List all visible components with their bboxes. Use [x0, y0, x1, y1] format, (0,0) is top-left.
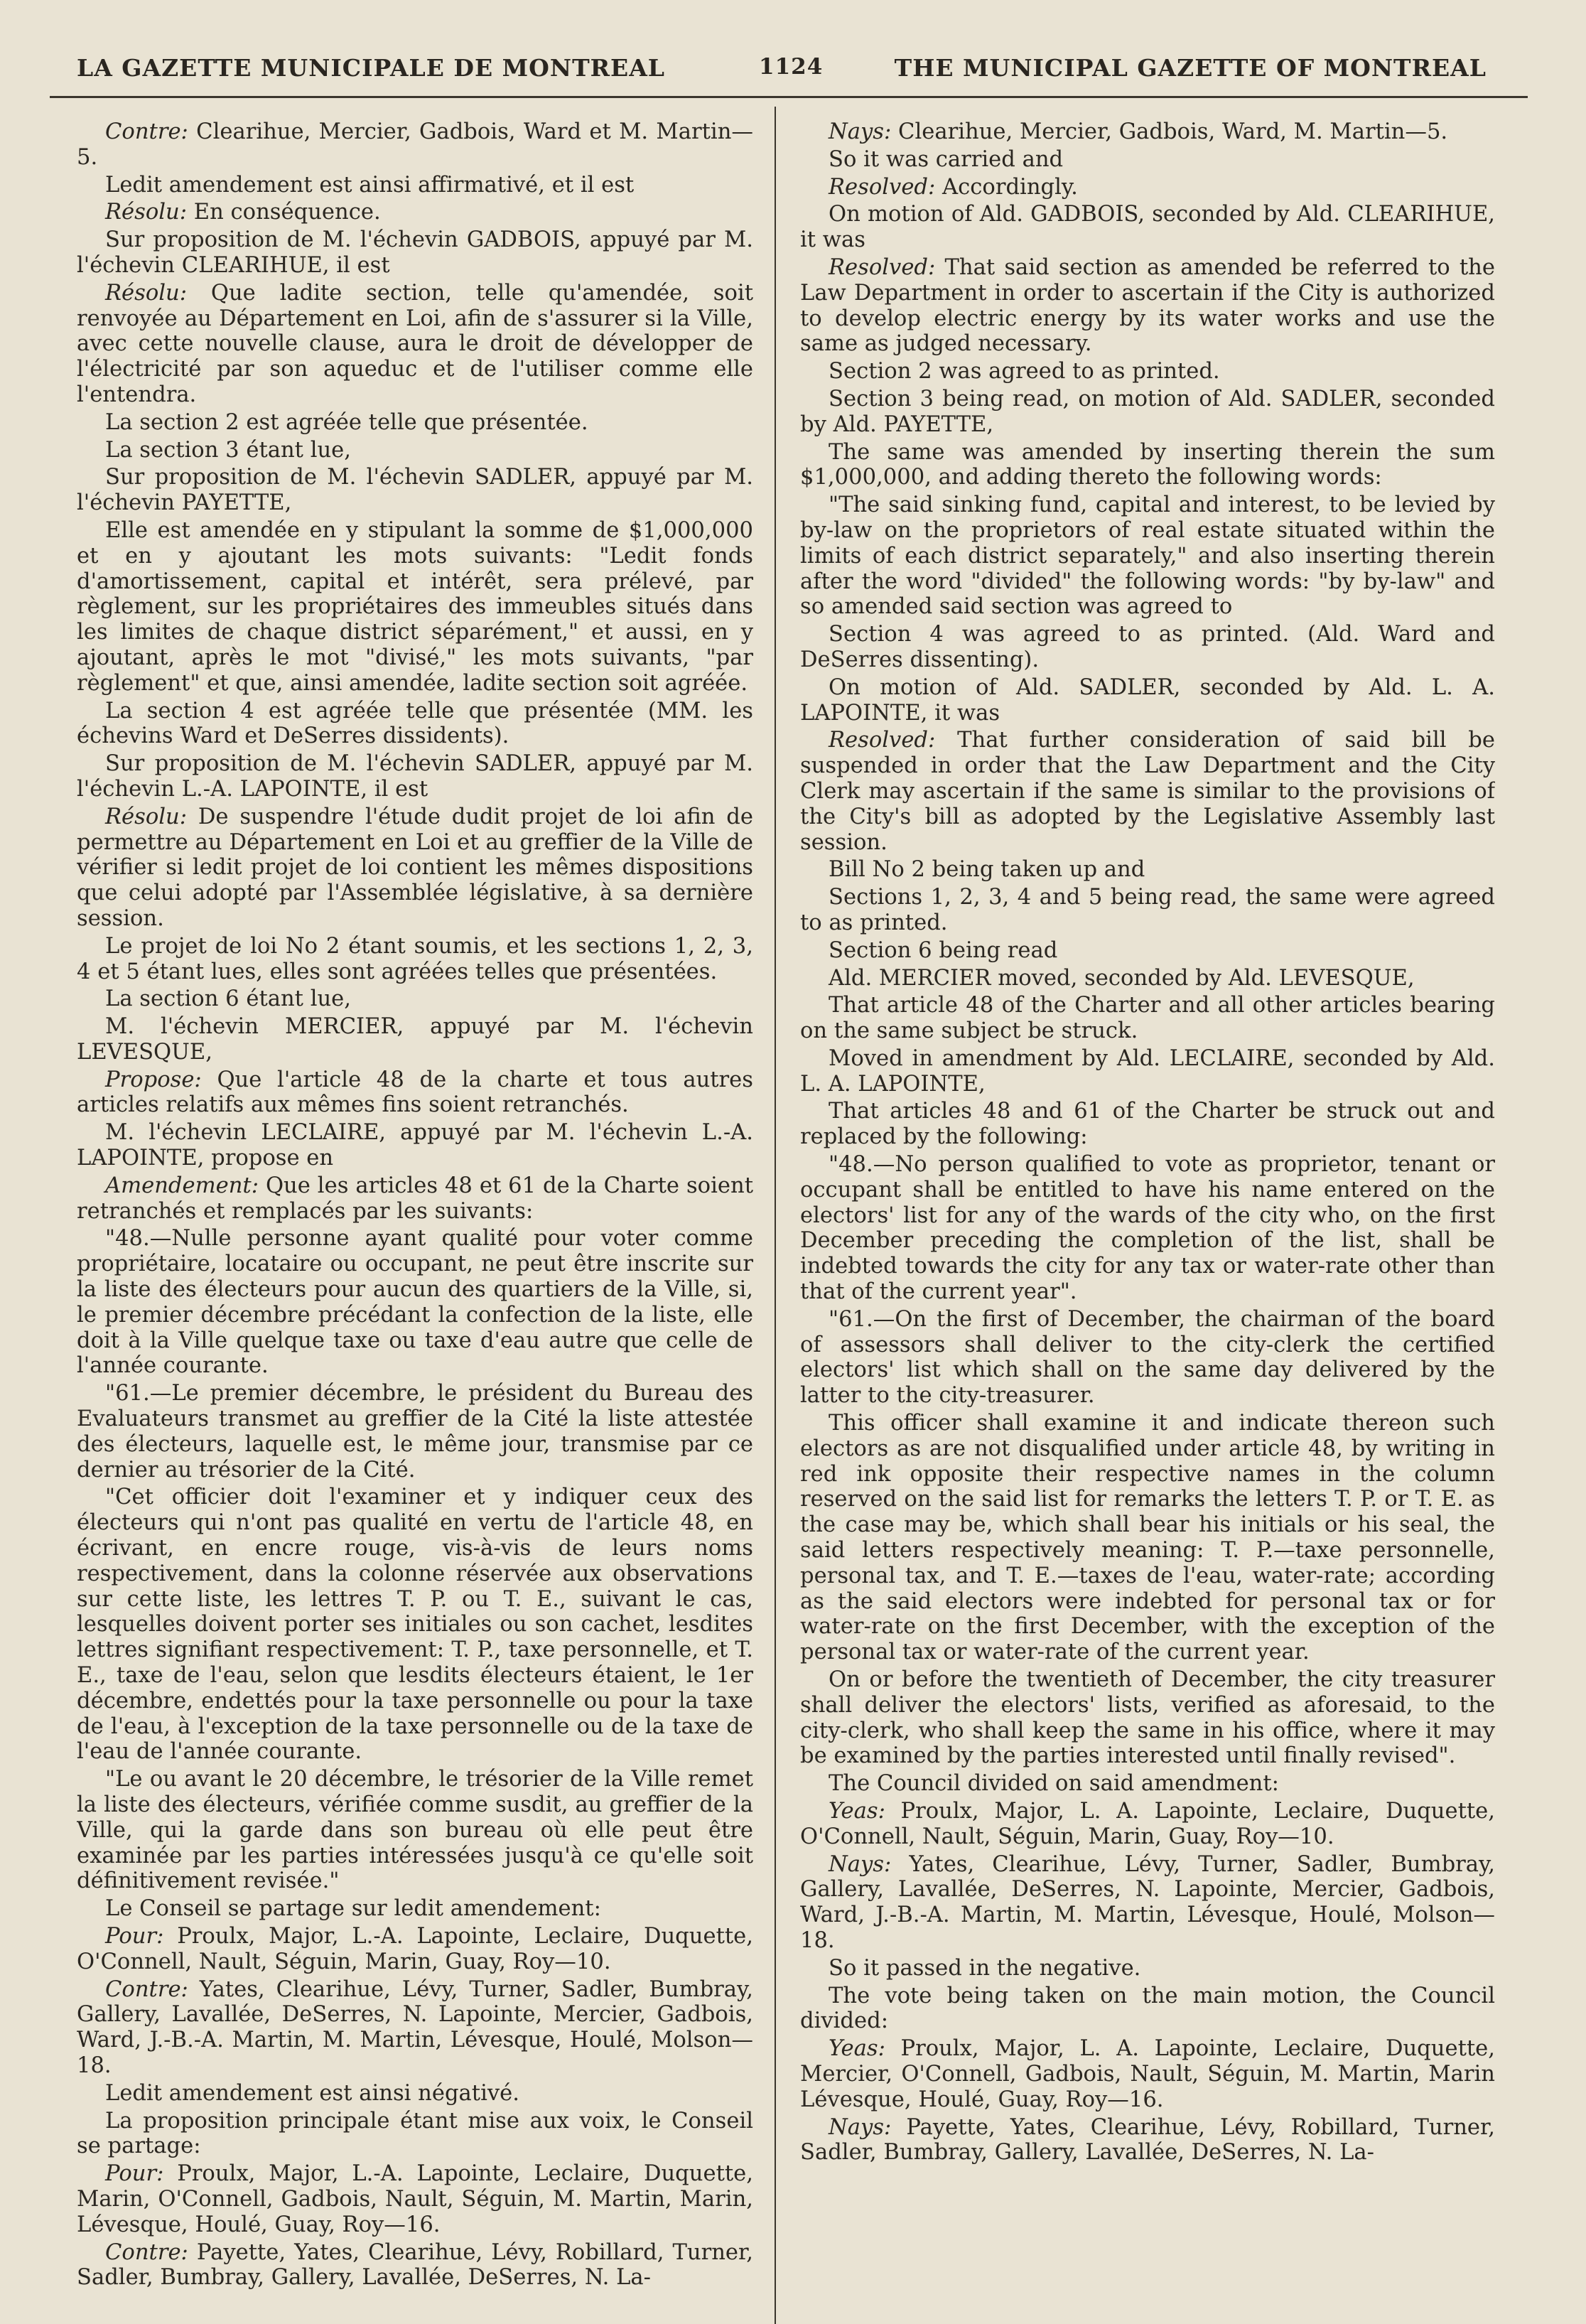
french-paragraph [77, 200, 753, 225]
paragraph-text: That articles 48 and 61 of the Charter be struck out and replaced by the following: [800, 1099, 1495, 1150]
paragraph-text: Proulx, Major, L. A. Lapointe, Leclaire, Duquette, O'Connell, Nault, Séguin, Marin, Guay, Roy—10. [800, 1799, 1495, 1849]
english-paragraph [800, 1984, 1495, 2035]
paragraph-lead: Propose: [105, 1067, 202, 1092]
english-paragraph [800, 2036, 1495, 2112]
english-paragraph [800, 857, 1495, 883]
paragraph-text: The vote being taken on the main motion, the Council divided: [800, 1983, 1495, 2034]
paragraph-text: Yates, Clearihue, Lévy, Turner, Sadler, Bumbray, Gallery, Lavallée, DeSerres, N. Lapointe, Mercier, Gadbois, Ward, J.-B.-A. Martin, M. Martin, Lévesque, Houlé, Molson—18. [800, 1851, 1495, 1953]
paragraph-text: Le projet de loi No 2 étant soumis, et les sections 1, 2, 3, 4 et 5 étant lues, elles sont agréées telles que présentées. [77, 933, 753, 984]
gazette-title-english: THE MUNICIPAL GAZETTE OF MONTREAL [894, 54, 1487, 82]
french-paragraph [77, 1896, 753, 1922]
paragraph-text: So it passed in the negative. [829, 1955, 1141, 1981]
english-paragraph [800, 1099, 1495, 1150]
english-paragraph [800, 255, 1495, 357]
french-column [77, 119, 753, 2308]
paragraph-text: Clearihue, Mercier, Gadbois, Ward et M. Martin—5. [77, 119, 753, 170]
french-paragraph [77, 2109, 753, 2160]
english-paragraph [800, 728, 1495, 855]
paragraph-lead: Contre: [105, 2239, 188, 2265]
english-paragraph [800, 622, 1495, 673]
french-paragraph [77, 751, 753, 802]
column-divider [775, 107, 776, 2324]
english-paragraph [800, 119, 1495, 145]
french-paragraph [77, 518, 753, 696]
paragraph-text: "Cet officier doit l'examiner et y indiquer ceux des électeurs qui n'ont pas qualité en vertu de l'article 48, en écrivant, en encre rouge, vis-à-vis de leurs noms respectivement, dans la colonne réservée aux observations sur cette liste, les lettres T. P. ou T. E., suivant le cas, lesquelles doivent porter ses initiales ou son cachet, lesdites lettres signifiant respectivement: T. P., taxe personnelle, et T. E., taxe de l'eau, selon que lesdits électeurs étaient, le 1er décembre, endettés pour la taxe personnelle ou pour la taxe de l'eau, à l'exception de la taxe personnelle ou de la taxe de l'eau de l'année courante. [77, 1485, 753, 1765]
paragraph-text: Bill No 2 being taken up and [829, 857, 1145, 883]
english-paragraph [800, 675, 1495, 726]
paragraph-text: Que ladite section, telle qu'amendée, soit renvoyée au Département en Loi, afin de s'assurer si la Ville, avec cette nouvelle clause, aura le droit de développer de l'électricité par son aqueduc et de l'utiliser comme elle l'entendra. [77, 280, 753, 407]
french-paragraph [77, 1226, 753, 1379]
paragraph-text: La section 6 étant lue, [105, 986, 352, 1012]
french-paragraph [77, 281, 753, 408]
paragraph-text: Le Conseil se partage sur ledit amendement: [105, 1896, 601, 1922]
french-paragraph [77, 1977, 753, 2079]
paragraph-lead: Yeas: [829, 1799, 885, 1824]
french-paragraph [77, 465, 753, 516]
french-paragraph [77, 1067, 753, 1119]
paragraph-text: "48.—Nulle personne ayant qualité pour voter comme propriétaire, locataire ou occupant, ne peut être inscrite sur la liste des électeurs pour aucun des quartiers de la Ville, si, le premier décembre précédant la confection de la liste, elle doit à la Ville quelque taxe ou taxe d'eau autre que celle de l'année courante. [77, 1226, 753, 1379]
english-paragraph [800, 1799, 1495, 1850]
french-paragraph [77, 805, 753, 932]
paragraph-lead: Pour: [105, 2161, 164, 2187]
paragraph-text: On or before the twentieth of December, the city treasurer shall deliver the electors' lists, verified as aforesaid, to the city-clerk, who shall keep the same in his office, where it may be examined by the parties interested until finally revised". [800, 1667, 1495, 1769]
english-paragraph [800, 1046, 1495, 1097]
english-paragraph [800, 440, 1495, 491]
french-paragraph [77, 1767, 753, 1894]
paragraph-text: Section 4 was agreed to as printed. (Ald. Ward and DeSerres dissenting). [800, 622, 1495, 672]
french-paragraph [77, 934, 753, 985]
paragraph-text: Accordingly. [935, 174, 1078, 200]
french-paragraph [77, 173, 753, 198]
english-paragraph [800, 938, 1495, 964]
paragraph-text: Proulx, Major, L.-A. Lapointe, Leclaire, Duquette, O'Connell, Nault, Séguin, Marin, Guay, Roy—10. [77, 1923, 753, 1974]
english-paragraph [800, 147, 1495, 173]
french-paragraph [77, 410, 753, 436]
french-paragraph [77, 438, 753, 463]
paragraph-text: This officer shall examine it and indicate thereon such electors as are not disqualified under article 48, by writing in red ink opposite their respective names in the column reserved on the said list for remarks the letters T. P. or T. E. as the case may be, which shall bear his initials or his seal, the said letters respectively meaning: T. P.—taxe personnelle, personal tax, and T. E.—taxes de l'eau, water-rate; according as the said electors were indebted for personal tax or for water-rate on the first December, with the exception of the personal tax or water-rate of the current year. [800, 1411, 1495, 1665]
french-paragraph [77, 699, 753, 750]
paragraph-text: La section 4 est agréée telle que présentée (MM. les échevins Ward et DeSerres dissidents). [77, 698, 753, 749]
english-paragraph [800, 1771, 1495, 1797]
paragraph-text: On motion of Ald. SADLER, seconded by Ald. L. A. LAPOINTE, it was [800, 674, 1495, 726]
french-paragraph [77, 1120, 753, 1171]
paragraph-text: That further consideration of said bill be suspended in order that the Law Department and the City Clerk may ascertain if the same is similar to the provisions of the City's bill as adopted by the Legislative Assembly last session. [800, 728, 1495, 855]
paragraph-lead: Nays: [829, 1851, 892, 1877]
paragraph-text: "The said sinking fund, capital and interest, to be levied by by-law on the proprietors of real estate situated within the limits of each district separately," and also inserting therein after the word "divided" the following words: "by by-law" and so amended said section was agreed to [800, 493, 1495, 620]
paragraph-text: That article 48 of the Charter and all other articles bearing on the same subject be struck. [800, 993, 1495, 1044]
english-paragraph [800, 2115, 1495, 2166]
paragraph-text: Clearihue, Mercier, Gadbois, Ward, M. Martin—5. [891, 119, 1448, 144]
paragraph-text: La proposition principale étant mise aux voix, le Conseil se partage: [77, 2108, 753, 2159]
paragraph-text: M. l'échevin LECLAIRE, appuyé par M. l'échevin L.-A. LAPOINTE, propose en [77, 1120, 753, 1171]
english-paragraph [800, 1852, 1495, 1954]
english-paragraph [800, 1411, 1495, 1665]
paragraph-text: Que l'article 48 de la charte et tous autres articles relatifs aux mêmes fins soient retranchés. [77, 1067, 753, 1118]
paragraph-text: The Council divided on said amendment: [829, 1771, 1279, 1797]
paragraph-lead: Contre: [105, 1976, 188, 2002]
french-paragraph [77, 2161, 753, 2237]
paragraph-text: La section 3 étant lue, [105, 437, 352, 463]
paragraph-text: Sections 1, 2, 3, 4 and 5 being read, the same were agreed to as printed. [800, 885, 1495, 935]
paragraph-lead: Pour: [105, 1923, 164, 1949]
paragraph-text: Payette, Yates, Clearihue, Lévy, Robillard, Turner, Sadler, Bumbray, Gallery, Lavallée, DeSerres, N. La- [77, 2239, 753, 2291]
english-paragraph [800, 387, 1495, 438]
english-paragraph [800, 1307, 1495, 1409]
paragraph-text: Sur proposition de M. l'échevin GADBOIS, appuyé par M. l'échevin CLEARIHUE, il est [77, 227, 753, 278]
french-paragraph [77, 2081, 753, 2107]
paragraph-text: La section 2 est agréée telle que présentée. [105, 409, 588, 435]
paragraph-lead: Résolu: [105, 200, 188, 225]
paragraph-text: Proulx, Major, L. A. Lapointe, Leclaire, Duquette, Mercier, O'Connell, Gadbois, Nault, Séguin, M. Martin, Marin Lévesque, Houlé, Guay, Roy—16. [800, 2036, 1495, 2112]
page-number: 1124 [759, 54, 824, 80]
paragraph-text: Section 6 being read [829, 937, 1058, 963]
paragraph-text: The same was amended by inserting therein the sum $1,000,000, and adding thereto the following words: [800, 439, 1495, 490]
paragraph-text: On motion of Ald. GADBOIS, seconded by Ald. CLEARIHUE, it was [800, 202, 1495, 253]
paragraph-lead: Resolved: [829, 174, 936, 200]
english-paragraph [800, 493, 1495, 620]
french-paragraph [77, 2240, 753, 2291]
french-paragraph [77, 1381, 753, 1483]
paragraph-text: Ledit amendement est ainsi négativé. [105, 2080, 519, 2106]
paragraph-text: M. l'échevin MERCIER, appuyé par M. l'échevin LEVESQUE, [77, 1014, 753, 1065]
french-paragraph [77, 1485, 753, 1765]
gazette-title-french: LA GAZETTE MUNICIPALE DE MONTREAL [77, 54, 666, 82]
paragraph-text: Proulx, Major, L.-A. Lapointe, Leclaire, Duquette, Marin, O'Connell, Gadbois, Nault, Séguin, M. Martin, Marin, Lévesque, Houlé, Guay, Roy—16. [77, 2161, 753, 2237]
paragraph-text: "48.—No person qualified to vote as proprietor, tenant or occupant shall be entitled to have his name entered on the electors' list for any of the wards of the city who, on the first December preceding the completion of the list, shall be indebted towards the city for any tax or water-rate other than that of the current year". [800, 1152, 1495, 1305]
french-paragraph [77, 1173, 753, 1225]
paragraph-lead: Nays: [829, 2114, 892, 2140]
paragraph-lead: Resolved: [829, 254, 936, 280]
english-paragraph [800, 1667, 1495, 1769]
paragraph-text: Ald. MERCIER moved, seconded by Ald. LEVESQUE, [829, 965, 1415, 991]
paragraph-lead: Yeas: [829, 2036, 885, 2062]
english-paragraph [800, 885, 1495, 936]
english-paragraph [800, 1152, 1495, 1305]
paragraph-lead: Résolu: [105, 804, 188, 829]
paragraph-lead: Amendement: [105, 1173, 259, 1198]
french-paragraph [77, 119, 753, 171]
english-paragraph [800, 175, 1495, 200]
english-paragraph [800, 966, 1495, 991]
french-paragraph [77, 1014, 753, 1065]
paragraph-lead: Resolved: [829, 728, 936, 753]
english-paragraph [800, 993, 1495, 1044]
paragraph-text: Yates, Clearihue, Lévy, Turner, Sadler, Bumbray, Gallery, Lavallée, DeSerres, N. Lapointe, Mercier, Gadbois, Ward, J.-B.-A. Martin, M. Martin, Lévesque, Houlé, Molson—18. [77, 1976, 753, 2078]
french-paragraph [77, 1924, 753, 1975]
paragraph-text: Ledit amendement est ainsi affirmativé, et il est [105, 172, 635, 198]
paragraph-text: Sur proposition de M. l'échevin SADLER, appuyé par M. l'échevin L.-A. LAPOINTE, il est [77, 751, 753, 802]
english-paragraph [800, 1956, 1495, 1981]
paragraph-text: Sur proposition de M. l'échevin SADLER, appuyé par M. l'échevin PAYETTE, [77, 465, 753, 516]
english-paragraph [800, 359, 1495, 384]
english-column [800, 119, 1495, 2308]
english-paragraph [800, 202, 1495, 253]
paragraph-text: En conséquence. [187, 200, 381, 225]
paragraph-text: "Le ou avant le 20 décembre, le trésorier de la Ville remet la liste des électeurs, vérifiée comme susdit, au greffier de la Ville, qui la garde dans son bureau où elle peut être examinée par les parties intéressées jusqu'à ce qu'elle soit définitivement revisée." [77, 1767, 753, 1894]
paragraph-text: Section 3 being read, on motion of Ald. SADLER, seconded by Ald. PAYETTE, [800, 386, 1495, 437]
paragraph-text: Que les articles 48 et 61 de la Charte soient retranchés et remplacés par les suivants: [77, 1173, 753, 1224]
paragraph-text: Payette, Yates, Clearihue, Lévy, Robillard, Turner, Sadler, Bumbray, Gallery, Lavallée, DeSerres, N. La- [800, 2114, 1495, 2166]
french-paragraph [77, 227, 753, 279]
paragraph-text: Section 2 was agreed to as printed. [829, 359, 1220, 384]
paragraph-text: So it was carried and [829, 146, 1064, 172]
paragraph-text: "61.—Le premier décembre, le président du Bureau des Evaluateurs transmet au greffier de la Cité la liste attestée des électeurs, laquelle est, le même jour, transmise par ce dernier au trésorier de la Cité. [77, 1381, 753, 1483]
paragraph-lead: Contre: [105, 119, 188, 144]
paragraph-text: That said section as amended be referred to the Law Department in order to ascertain if the City is authorized to develop electric energy by its water works and use the same as judged necessary. [800, 254, 1495, 357]
paragraph-text: "61.—On the first of December, the chairman of the board of assessors shall deliver to the city-clerk the certified electors' list which shall on the same day delivered by the latter to the city-treasurer. [800, 1306, 1495, 1409]
french-paragraph [77, 986, 753, 1012]
paragraph-text: Moved in amendment by Ald. LECLAIRE, seconded by Ald. L. A. LAPOINTE, [800, 1045, 1495, 1097]
paragraph-text: De suspendre l'étude dudit projet de loi afin de permettre au Département en Loi et au greffier de la Ville de vérifier si ledit projet de loi contient les mêmes dispositions que celui adopté par l'Assemblée législative, à sa dernière session. [77, 804, 753, 931]
header-rule [50, 96, 1528, 98]
paragraph-lead: Nays: [829, 119, 892, 144]
paragraph-text: Elle est amendée en y stipulant la somme de $1,000,000 et en y ajoutant les mots suivants: "Ledit fonds d'amortissement, capital et intérêt, sera prélevé, par règlement, sur les propriétaires des immeubles situés dans les limites de chaque district séparément," et aussi, en y ajoutant, après le mot "divisé," les mots suivants, "par règlement" et que, ainsi amendée, ladite section soit agréée. [77, 517, 753, 696]
paragraph-lead: Résolu: [105, 280, 188, 306]
